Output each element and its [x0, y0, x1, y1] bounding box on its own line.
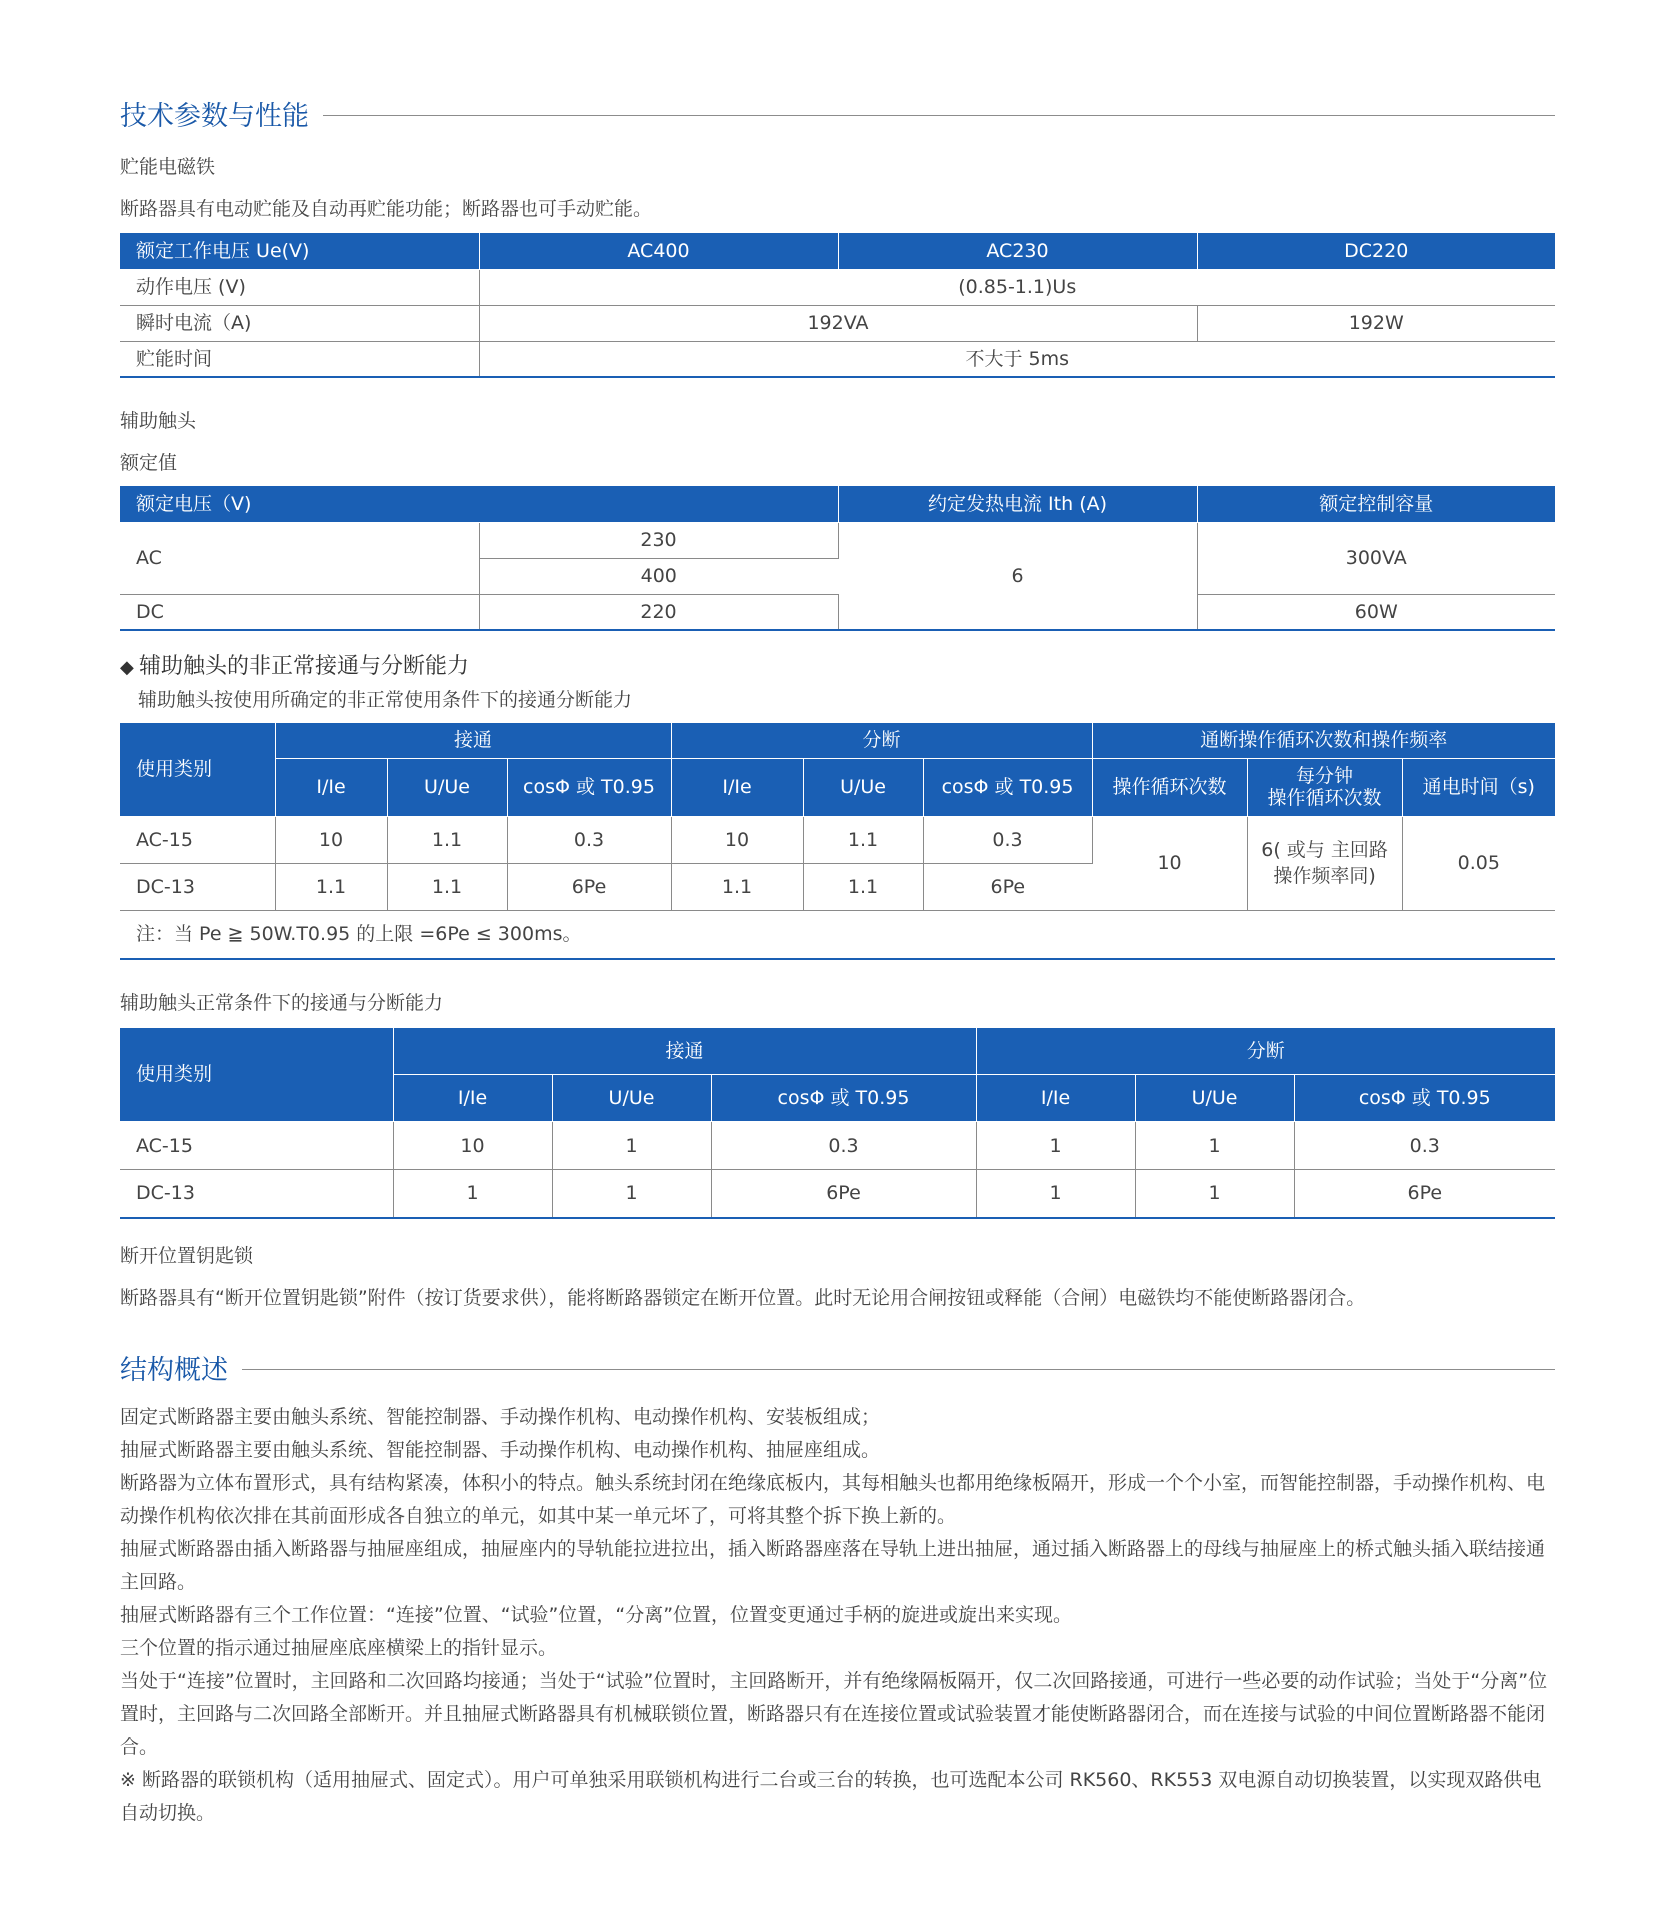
- table-header-cell: 分断: [976, 1028, 1555, 1075]
- cell-value: 300VA: [1197, 522, 1555, 594]
- table-header-cell: 额定工作电压 Ue(V): [120, 233, 479, 269]
- table-header-cell: 使用类别: [120, 1028, 393, 1122]
- table-header-cell: AC400: [479, 233, 838, 269]
- paragraph: ※ 断路器的联锁机构（适用抽屉式、固定式）。用户可单独采用联锁机构进行二台或三台的转换，也可选配本公司 RK560、RK553 双电源自动切换装置，以实现双路供电自动切换。: [120, 1768, 1542, 1824]
- cell-value: 0.3: [1294, 1122, 1555, 1170]
- cell-value: 1.1: [275, 863, 387, 910]
- table-header-cell: AC230: [838, 233, 1197, 269]
- table-header-cell: cosΦ 或 T0.95: [923, 758, 1092, 816]
- cell-line: 操作频率同): [1273, 865, 1376, 887]
- cell-value: 1: [976, 1170, 1135, 1218]
- table-header-cell: 约定发热电流 Ith (A): [838, 486, 1197, 522]
- section-title-tech: [120, 92, 1555, 134]
- table-row: [120, 594, 1555, 630]
- cell-value: 10: [393, 1122, 552, 1170]
- cell-value: 1: [1135, 1170, 1294, 1218]
- row-label: AC-15: [120, 816, 275, 863]
- stored-energy-table: [120, 233, 1555, 378]
- section-title-text: 技术参数与性能: [120, 100, 309, 132]
- row-label: 动作电压 (V): [120, 269, 479, 305]
- cell-value: 192VA: [479, 305, 1197, 341]
- cell-value: 1.1: [387, 816, 507, 863]
- table-header-cell: cosΦ 或 T0.95: [1294, 1075, 1555, 1122]
- cell-value: [1247, 816, 1402, 910]
- paragraph: 断路器为立体布置形式，具有结构紧凑，体积小的特点。触头系统封闭在绝缘底板内，其每相触头也都用绝缘板隔开，形成一个个小室，而智能控制器，手动操作机构、电动操作机构依次排在其前面形成各自独立的单元，如其中某一单元坏了，可将其整个拆下换上新的。: [120, 1471, 1546, 1527]
- table-header-cell: I/Ie: [275, 758, 387, 816]
- cell-value: 0.3: [711, 1122, 976, 1170]
- cell-value: 6Pe: [507, 863, 671, 910]
- header-line: 每分钟: [1296, 765, 1354, 787]
- abnormal-table: [120, 723, 1555, 911]
- table-header-cell: 操作循环次数: [1092, 758, 1247, 816]
- row-label: 贮能时间: [120, 341, 479, 377]
- page: [120, 92, 1555, 1830]
- cell-value: 1: [552, 1122, 711, 1170]
- cell-value: 1.1: [671, 863, 803, 910]
- cell-value: 6: [838, 522, 1197, 630]
- table-header-cell: 通断操作循环次数和操作频率: [1092, 723, 1555, 758]
- cell-value: 192W: [1197, 305, 1555, 341]
- table-row: [120, 305, 1555, 341]
- key-lock-desc: 断路器具有“断开位置钥匙锁”附件（按订货要求供），能将断路器锁定在断开位置。此时无论用合闸按钮或释能（合闸）电磁铁均不能使断路器闭合。: [120, 1286, 1366, 1309]
- cell-value: 0.3: [923, 816, 1092, 863]
- normal-title: 辅助触头正常条件下的接通与分断能力: [120, 991, 444, 1014]
- cell-value: 不大于 5ms: [479, 341, 1555, 377]
- cell-value: 10: [1092, 816, 1247, 910]
- table-header-cell: I/Ie: [671, 758, 803, 816]
- cell-line: 6( 或与 主回路: [1261, 839, 1388, 861]
- table-header-cell: U/Ue: [1135, 1075, 1294, 1122]
- table-header-cell: 分断: [671, 723, 1092, 758]
- table-header-cell: 额定控制容量: [1197, 486, 1555, 522]
- abnormal-subtitle: 辅助触头按使用所确定的非正常使用条件下的接通分断能力: [138, 689, 633, 711]
- cell-value: (0.85-1.1)Us: [479, 269, 1555, 305]
- cell-value: 230: [479, 522, 838, 558]
- table-row: [120, 1170, 1555, 1218]
- cell-value: 6Pe: [711, 1170, 976, 1218]
- cell-value: 0.3: [507, 816, 671, 863]
- diamond-bullet-icon: ◆: [120, 657, 134, 678]
- row-label: 瞬时电流（A): [120, 305, 479, 341]
- table-row: [120, 269, 1555, 305]
- table-header-cell: 额定电压（V): [120, 486, 838, 522]
- cell-value: 60W: [1197, 594, 1555, 630]
- cell-value: 1.1: [803, 863, 923, 910]
- row-label: DC-13: [120, 1170, 393, 1218]
- table-header-cell: U/Ue: [803, 758, 923, 816]
- key-lock-heading: 断开位置钥匙锁: [120, 1244, 254, 1267]
- table-header-cell: 使用类别: [120, 723, 275, 816]
- table-row: [120, 522, 1555, 558]
- paragraph: 抽屉式断路器由插入断路器与抽屉座组成，抽屉座内的导轨能拉进拉出，插入断路器座落在导轨上进出抽屉，通过插入断路器上的母线与抽屉座上的桥式触头插入联结接通主回路。: [120, 1537, 1546, 1593]
- header-line: 操作循环次数: [1267, 787, 1382, 809]
- table-row: [120, 1122, 1555, 1170]
- normal-table: [120, 1028, 1555, 1219]
- table-header-cell: cosΦ 或 T0.95: [507, 758, 671, 816]
- cell-value: 6Pe: [1294, 1170, 1555, 1218]
- cell-value: 0.05: [1402, 816, 1555, 910]
- row-label: DC-13: [120, 863, 275, 910]
- stored-energy-heading: 贮能电磁铁: [120, 156, 216, 178]
- table-header-cell: cosΦ 或 T0.95: [711, 1075, 976, 1122]
- row-label: AC-15: [120, 1122, 393, 1170]
- cell-value: 1.1: [803, 816, 923, 863]
- abnormal-title: 辅助触头的非正常接通与分断能力: [138, 654, 469, 679]
- aux-rating-table: [120, 486, 1555, 631]
- section-title-structure: [120, 1347, 1555, 1389]
- cell-value: 1: [1135, 1122, 1294, 1170]
- cell-value: 1: [976, 1122, 1135, 1170]
- title-rule: [323, 115, 1555, 116]
- table-row: [120, 341, 1555, 377]
- cell-value: 1.1: [387, 863, 507, 910]
- abnormal-title-row: [120, 651, 1555, 683]
- paragraph: 当处于“连接”位置时，主回路和二次回路均接通；当处于“试验”位置时，主回路断开，并有绝缘隔板隔开，仅二次回路接通，可进行一些必要的动作试验；当处于“分离”位置时，主回路与二次回路全部断开。并且抽屉式断路器具有机械联锁位置，断路器只有在连接位置或试验装置才能使断路器闭合，而在连接与试验的中间位置断路器不能闭合。: [120, 1669, 1548, 1758]
- cell-value: 400: [479, 558, 838, 594]
- table-header-cell: 通电时间（s): [1402, 758, 1555, 816]
- title-rule: [242, 1369, 1555, 1370]
- row-label: AC: [120, 522, 479, 594]
- paragraph: 抽屉式断路器有三个工作位置：“连接”位置、“试验”位置，“分离”位置，位置变更通过手柄的旋进或旋出来实现。: [120, 1603, 1073, 1626]
- paragraph: 抽屉式断路器主要由触头系统、智能控制器、手动操作机构、电动操作机构、抽屉座组成。: [120, 1438, 881, 1461]
- aux-subheading: 额定值: [120, 452, 178, 474]
- paragraph: 三个位置的指示通过抽屉座底座横梁上的指针显示。: [120, 1636, 558, 1659]
- table-header-cell: 接通: [275, 723, 671, 758]
- table-row: [120, 816, 1555, 863]
- table-header-cell: I/Ie: [393, 1075, 552, 1122]
- table-header-cell: I/Ie: [976, 1075, 1135, 1122]
- cell-value: 10: [671, 816, 803, 863]
- paragraph: 固定式断路器主要由触头系统、智能控制器、手动操作机构、电动操作机构、安装板组成；: [120, 1405, 881, 1428]
- row-label: DC: [120, 594, 479, 630]
- structure-paragraphs: [120, 1401, 1555, 1830]
- table-header-cell: [1247, 758, 1402, 816]
- cell-value: 6Pe: [923, 863, 1092, 910]
- aux-heading: 辅助触头: [120, 410, 197, 432]
- cell-value: 1: [552, 1170, 711, 1218]
- table-header-cell: DC220: [1197, 233, 1555, 269]
- section-title-text: 结构概述: [120, 1355, 228, 1386]
- cell-value: 220: [479, 594, 838, 630]
- table-header-cell: 接通: [393, 1028, 976, 1075]
- stored-energy-desc: 断路器具有电动贮能及自动再贮能功能；断路器也可手动贮能。: [120, 198, 653, 220]
- cell-value: 1: [393, 1170, 552, 1218]
- table-header-cell: U/Ue: [552, 1075, 711, 1122]
- table-note: 注：当 Pe ≧ 50W.T0.95 的上限 =6Pe ≤ 300ms。: [120, 911, 1555, 960]
- table-header-cell: U/Ue: [387, 758, 507, 816]
- cell-value: 10: [275, 816, 387, 863]
